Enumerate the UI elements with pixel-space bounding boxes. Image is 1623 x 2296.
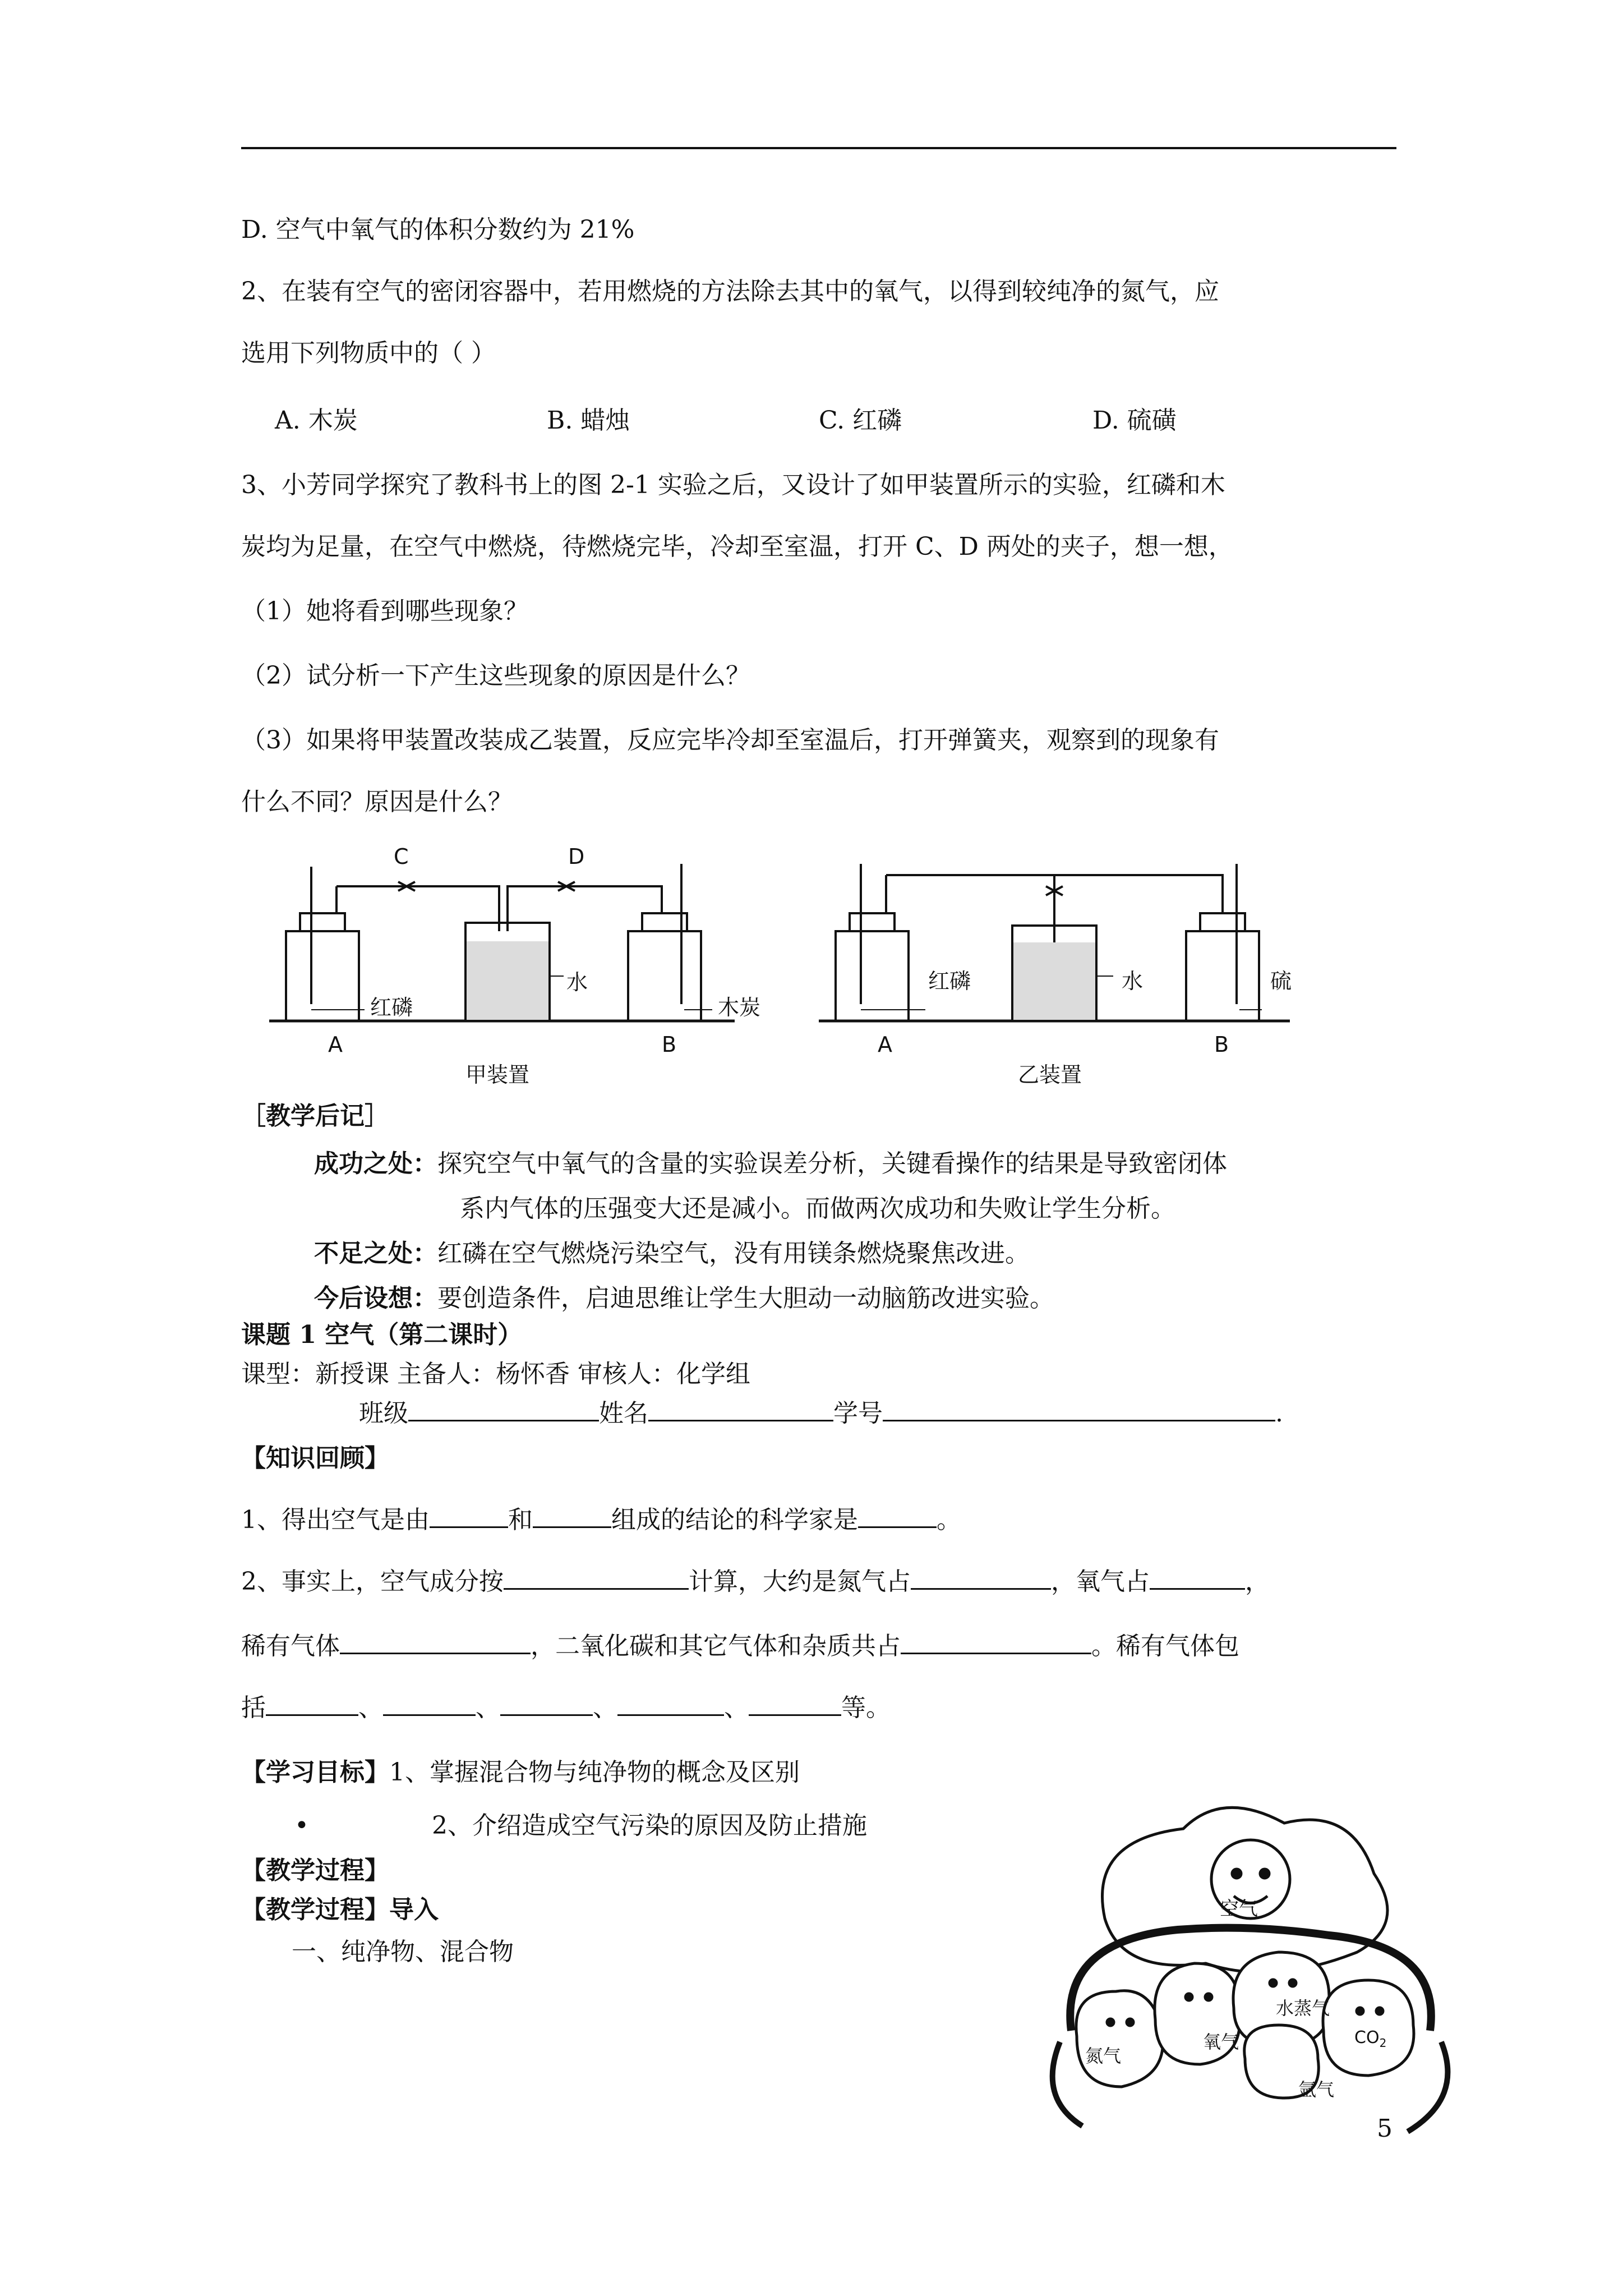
question-2-line1: 2、在装有空气的密闭容器中，若用燃烧的方法除去其中的氧气，以得到较纯净的氮气，应: [241, 277, 1219, 306]
apparatus-jia: [269, 864, 735, 1021]
label-d: D: [568, 844, 585, 869]
id-label: 学号: [833, 1399, 883, 1428]
goal-1: 1、掌握混合物与纯净物的概念及区别: [389, 1758, 800, 1787]
r2-text-b: 计算，大约是氮气占: [689, 1567, 911, 1596]
class-blank[interactable]: [408, 1397, 599, 1421]
page-number: 5: [1377, 2114, 1393, 2143]
section-pure-mixture: 一、纯净物、混合物: [292, 1938, 514, 1966]
lesson-title: 课题 1 空气（第二课时）: [241, 1320, 523, 1349]
review-q2-line2: [241, 1630, 1239, 1663]
process-heading-intro: 【教学过程】导入: [241, 1895, 439, 1924]
question-3-sub2: （2）试分析一下产生这些现象的原因是什么？: [241, 661, 750, 690]
question-3-sub3-line2: 什么不同？原因是什么？: [241, 788, 513, 816]
reflection-heading: ［教学后记］: [241, 1102, 389, 1130]
question-3-sub1: （1）她将看到哪些现象？: [241, 597, 528, 625]
r2-blank-basis[interactable]: [504, 1566, 689, 1590]
goals-heading: 【学习目标】: [241, 1758, 389, 1787]
cartoon-vapor-label: 水蒸气: [1276, 1998, 1330, 2019]
question-2-option-b: B. 蜡烛: [547, 406, 630, 435]
r2-text-g: 。稀有气体包: [1091, 1632, 1239, 1660]
r1-blank3[interactable]: [858, 1504, 937, 1528]
rare-gas-blank-3[interactable]: [500, 1692, 593, 1716]
r2-text-f: ，二氧化碳和其它气体和杂质共占: [531, 1632, 901, 1660]
review-heading: 【知识回顾】: [241, 1444, 389, 1473]
label-phosphorus-yi: 红磷: [928, 969, 971, 993]
bullet: •: [294, 1811, 309, 1840]
success-text2: 系内气体的压强变大还是减小。而做两次成功和失败让学生分析。: [460, 1194, 1175, 1223]
sep-4: 、: [724, 1694, 749, 1722]
r1-text-a: 1、得出空气是由: [241, 1506, 430, 1534]
sep-3: 、: [593, 1694, 617, 1722]
r2-text-c: ，氧气占: [1051, 1567, 1150, 1596]
future-label: 今后设想：: [314, 1284, 437, 1313]
rare-gas-blank-2[interactable]: [383, 1692, 476, 1716]
r2-text-a: 2、事实上，空气成分按: [241, 1567, 504, 1596]
caption-jia: 甲装置: [465, 1062, 530, 1087]
label-a-jia: A: [328, 1032, 343, 1057]
future-text: 要创造条件，启迪思维让学生大胆动一动脑筋改进实验。: [437, 1284, 1054, 1313]
shortfall-label: 不足之处：: [314, 1239, 437, 1268]
co2-subscript: 2: [1379, 2036, 1387, 2050]
goals-line1: [241, 1756, 800, 1789]
cartoon-co2-label: [1354, 2028, 1386, 2050]
r2-blank-rare[interactable]: [340, 1630, 531, 1654]
label-water-jia: 水: [566, 970, 588, 995]
label-b-jia: B: [662, 1032, 677, 1057]
student-info-line: 班级 姓名 学号 .: [359, 1397, 1283, 1430]
cartoon-oxygen-label: 氧气: [1203, 2031, 1239, 2053]
label-a-yi: A: [878, 1032, 892, 1057]
r2-blank-other[interactable]: [901, 1630, 1091, 1654]
question-2-option-c: C. 红磷: [819, 406, 902, 435]
question-2-line2: 选用下列物质中的（ ）: [241, 339, 496, 367]
rare-gas-blank-5[interactable]: [749, 1692, 841, 1716]
shortfall-text: 红磷在空气燃烧污染空气，没有用镁条燃烧聚焦改进。: [437, 1239, 1030, 1268]
r2-text-d: ，: [1245, 1567, 1270, 1596]
caption-yi: 乙装置: [1018, 1062, 1082, 1087]
header-rule: [241, 147, 1396, 149]
success-text1: 探究空气中氧气的含量的实验误差分析，关键看操作的结果是导致密闭体: [437, 1149, 1227, 1178]
co2-text: CO: [1354, 2028, 1380, 2047]
cartoon-nitrogen-label: 氮气: [1085, 2045, 1122, 2067]
class-label: 班级: [359, 1399, 408, 1428]
lesson-meta: 课型：新授课 主备人：杨怀香 审核人：化学组: [241, 1360, 750, 1388]
r2-text-end: 等。: [841, 1694, 891, 1722]
r1-text-d: 。: [937, 1506, 961, 1534]
label-sulfur: 硫: [1270, 969, 1292, 993]
name-label: 姓名: [599, 1399, 648, 1428]
r1-text-b: 和: [508, 1506, 533, 1534]
rare-gas-blank-4[interactable]: [617, 1692, 724, 1716]
review-q2-line3: [241, 1691, 891, 1725]
label-water-yi: 水: [1122, 969, 1144, 993]
r1-text-c: 组成的结论的科学家是: [611, 1506, 858, 1534]
success-line1: [314, 1147, 1227, 1181]
label-b-yi: B: [1214, 1032, 1229, 1057]
r1-blank2[interactable]: [533, 1504, 611, 1528]
name-blank[interactable]: [648, 1397, 833, 1421]
sep-2: 、: [476, 1694, 500, 1722]
question-3-line1: 3、小芳同学探究了教科书上的图 2-1 实验之后，又设计了如甲装置所示的实验，红磷和木: [241, 471, 1225, 499]
r1-blank1[interactable]: [430, 1504, 508, 1528]
label-phosphorus-jia: 红磷: [370, 995, 413, 1020]
air-composition-cartoon: [1038, 1795, 1464, 2154]
label-charcoal: 木炭: [718, 995, 761, 1020]
r2-blank-nitrogen[interactable]: [911, 1566, 1051, 1590]
future-line: [314, 1282, 1054, 1315]
r2-blank-oxygen[interactable]: [1150, 1566, 1245, 1590]
apparatus-yi: [819, 864, 1290, 1021]
r2-text-e: 稀有气体: [241, 1632, 340, 1660]
apparatus-figure: [258, 841, 1301, 1088]
question-3-line2: 炭均为足量，在空气中燃烧，待燃烧完毕，冷却至室温，打开 C、D 两处的夹子，想一想，: [241, 532, 1233, 561]
success-label: 成功之处：: [314, 1149, 437, 1178]
cartoon-air-label: 空气: [1220, 1898, 1258, 1920]
question-3-sub3-line1: （3）如果将甲装置改装成乙装置，反应完毕冷却至室温后，打开弹簧夹，观察到的现象有: [241, 726, 1219, 754]
question-2-option-d: D. 硫磺: [1092, 406, 1177, 435]
question-2-option-a: A. 木炭: [275, 406, 358, 435]
id-blank[interactable]: [883, 1397, 1275, 1421]
review-q1: [241, 1503, 961, 1537]
shortfall-line: [314, 1237, 1030, 1271]
review-q2-line1: [241, 1565, 1270, 1599]
rare-gas-blank-1[interactable]: [266, 1692, 358, 1716]
option-d: D. 空气中氧气的体积分数约为 21%: [241, 215, 635, 244]
sep-1: 、: [358, 1694, 383, 1722]
process-heading: 【教学过程】: [241, 1856, 389, 1885]
goal-2: 2、介绍造成空气污染的原因及防止措施: [432, 1811, 867, 1840]
cartoon-argon-label: 氩气: [1298, 2079, 1335, 2100]
label-c: C: [394, 844, 409, 869]
r2-text-h: 括: [241, 1694, 266, 1722]
